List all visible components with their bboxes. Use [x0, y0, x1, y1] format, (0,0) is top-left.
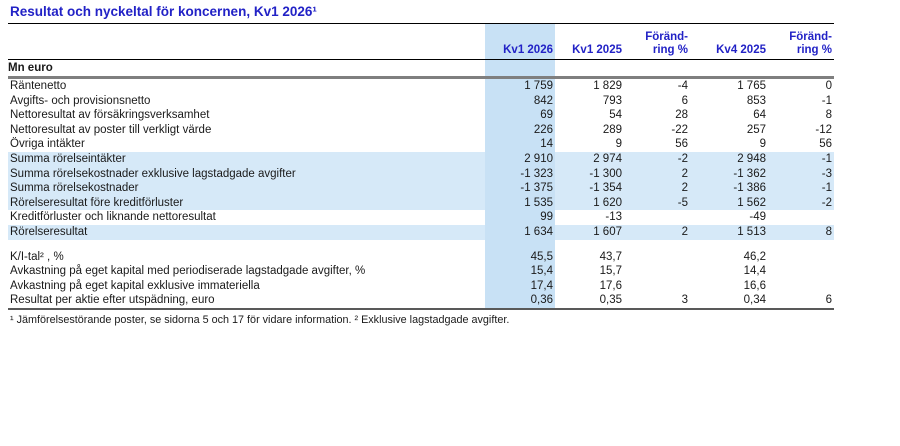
table-row	[8, 293, 834, 309]
label-column-header	[8, 24, 485, 60]
value-cell-kv4-2025: -1 386	[690, 181, 768, 196]
table-row	[8, 196, 834, 211]
value-cell-kv1-2026: 0,36	[485, 293, 555, 309]
value-cell-forandring-1: -22	[671, 123, 688, 136]
value-cell-kv1-2026: 1 759	[485, 78, 555, 94]
value-cell-kv1-2026: 69	[485, 108, 555, 123]
section-gap	[8, 240, 834, 250]
value-cell-kv4-2025: 0,34	[743, 294, 766, 307]
value-cell-forandring-1: 56	[675, 138, 688, 151]
row-label: Rörelseresultat	[8, 225, 485, 240]
value-cell-forandring-1	[624, 210, 690, 225]
column-header-top: Föränd-	[645, 31, 688, 43]
value-cell-kv1-2025: 793	[602, 94, 622, 107]
row-label: Kreditförluster och liknande nettoresultat	[10, 211, 216, 224]
value-cell-kv1-2025: 17,6	[599, 279, 622, 292]
column-header-bottom: Kv4 2025	[716, 44, 766, 56]
table-row	[8, 94, 834, 109]
value-cell-kv1-2026: -1 375	[485, 181, 555, 196]
column-header-top: Föränd-	[789, 31, 832, 43]
value-cell-kv4-2025: 1 765	[737, 80, 766, 92]
value-cell-forandring-2: 6	[825, 294, 832, 307]
value-cell-kv1-2025: 0,35	[599, 294, 622, 307]
row-label: Avkastning på eget kapital med periodiserade lagstadgade avgifter, %	[10, 265, 366, 278]
results-report	[8, 4, 834, 327]
unit-row-cell	[690, 60, 768, 78]
results-table	[8, 23, 834, 310]
value-cell-kv4-2025: -1 362	[690, 167, 768, 182]
value-cell-kv1-2026: 842	[485, 94, 555, 109]
row-label: Nettoresultat av försäkringsverksamhet	[10, 109, 210, 122]
value-cell-kv4-2025: -49	[749, 211, 766, 224]
gap-row	[8, 240, 834, 250]
unit-label: Mn euro	[8, 60, 485, 78]
table-row	[8, 152, 834, 167]
value-cell-forandring-2	[768, 279, 834, 294]
value-cell-forandring-1: -2	[624, 152, 690, 167]
value-cell-forandring-2	[768, 210, 834, 225]
value-cell-kv1-2025: -1 354	[555, 181, 624, 196]
value-cell-forandring-2: -1	[768, 181, 834, 196]
value-cell-forandring-1: 2	[624, 167, 690, 182]
value-cell-forandring-1	[624, 250, 690, 265]
value-cell-kv1-2026: 14	[485, 137, 555, 152]
value-cell-kv1-2025: 9	[615, 138, 622, 151]
column-header-row	[8, 24, 834, 60]
gap-cell	[485, 240, 555, 250]
page-title: Resultat och nyckeltal för koncernen, Kv1 2026¹	[10, 4, 317, 19]
value-cell-forandring-2: -1	[768, 152, 834, 167]
column-header-top	[690, 31, 766, 44]
value-cell-kv1-2025: 15,7	[599, 265, 622, 278]
value-cell-forandring-2	[768, 250, 834, 265]
table-row	[8, 78, 834, 94]
value-cell-forandring-2: 0	[825, 80, 832, 92]
row-label: Summa rörelsekostnader	[8, 181, 485, 196]
table-row	[8, 181, 834, 196]
column-header-kv4-2025	[690, 24, 768, 60]
row-label: Rörelseresultat före kreditförluster	[8, 196, 485, 211]
value-cell-kv1-2025: 54	[609, 109, 622, 122]
row-label: Resultat per aktie efter utspädning, euro	[10, 294, 215, 307]
value-cell-forandring-1	[624, 279, 690, 294]
table-row	[8, 210, 834, 225]
value-cell-forandring-1	[624, 264, 690, 279]
value-cell-kv1-2025: -13	[605, 211, 622, 224]
row-label: Avkastning på eget kapital exklusive immateriella	[10, 279, 260, 292]
column-header-forandring-2	[768, 24, 834, 60]
value-cell-kv1-2025: 1 829	[593, 80, 622, 92]
value-cell-kv1-2026: 99	[485, 210, 555, 225]
value-cell-forandring-1: 2	[624, 225, 690, 240]
gap-cell	[768, 240, 834, 250]
value-cell-forandring-2: -3	[768, 167, 834, 182]
value-cell-kv4-2025: 14,4	[743, 265, 766, 278]
value-cell-forandring-1: -4	[677, 80, 688, 92]
value-cell-forandring-2: 8	[825, 109, 832, 122]
value-cell-forandring-2: 8	[768, 225, 834, 240]
value-cell-kv4-2025: 16,6	[743, 279, 766, 292]
column-header-forandring-1	[624, 24, 690, 60]
value-cell-kv4-2025: 257	[746, 123, 766, 136]
value-cell-kv4-2025: 853	[746, 94, 766, 107]
table-row	[8, 167, 834, 182]
value-cell-kv4-2025: 9	[759, 138, 766, 151]
value-cell-forandring-1: 6	[681, 94, 688, 107]
footnote: ¹ Jämförelsestörande poster, se sidorna 5 och 17 för vidare information. ² Exklusive lagstadgade avgifter.	[10, 313, 510, 326]
value-cell-kv1-2026: 2 910	[485, 152, 555, 167]
column-header-bottom: ring %	[796, 44, 832, 56]
column-header-bottom: Kv1 2025	[572, 44, 622, 56]
row-label: Summa rörelseintäkter	[8, 152, 485, 167]
value-cell-kv4-2025: 1 562	[690, 196, 768, 211]
income-statement-section	[8, 78, 834, 240]
value-cell-kv1-2025: 43,7	[599, 250, 622, 263]
value-cell-kv1-2026: 1 535	[485, 196, 555, 211]
value-cell-forandring-2: -12	[815, 123, 832, 136]
table-row	[8, 108, 834, 123]
table-row	[8, 137, 834, 152]
column-header-bottom: Kv1 2026	[503, 44, 553, 56]
value-cell-kv1-2025: 2 974	[555, 152, 624, 167]
row-label: Övriga intäkter	[10, 138, 85, 151]
table-row	[8, 123, 834, 138]
value-cell-kv1-2025: 1 620	[555, 196, 624, 211]
column-header-kv1-2026	[485, 24, 555, 60]
value-cell-kv1-2026: -1 323	[485, 167, 555, 182]
key-figures-section	[8, 250, 834, 309]
value-cell-kv4-2025: 46,2	[743, 250, 766, 263]
gap-cell	[690, 240, 768, 250]
row-label: K/I-tal² , %	[10, 250, 64, 263]
value-cell-kv1-2025: 1 607	[555, 225, 624, 240]
unit-row-cell	[768, 60, 834, 78]
value-cell-kv1-2025: 289	[602, 123, 622, 136]
row-label: Summa rörelsekostnader exklusive lagstadgade avgifter	[8, 167, 485, 182]
value-cell-forandring-1: 2	[624, 181, 690, 196]
value-cell-forandring-1: 3	[681, 294, 688, 307]
gap-cell	[555, 240, 624, 250]
column-header-top	[555, 31, 622, 44]
value-cell-kv4-2025: 1 513	[690, 225, 768, 240]
value-cell-kv4-2025: 2 948	[690, 152, 768, 167]
value-cell-forandring-2	[768, 264, 834, 279]
value-cell-kv1-2026: 226	[485, 123, 555, 138]
column-header-bottom: ring %	[652, 44, 688, 56]
value-cell-kv1-2026: 45,5	[485, 250, 555, 265]
value-cell-forandring-1: -5	[624, 196, 690, 211]
row-label: Nettoresultat av poster till verkligt värde	[10, 123, 212, 136]
unit-row	[8, 60, 834, 78]
unit-row-cell	[485, 60, 555, 78]
value-cell-forandring-2: -2	[768, 196, 834, 211]
value-cell-kv1-2026: 1 634	[485, 225, 555, 240]
table-row	[8, 264, 834, 279]
gap-cell	[8, 240, 485, 250]
row-label: Räntenetto	[10, 80, 67, 92]
value-cell-kv1-2025: -1 300	[555, 167, 624, 182]
table-row	[8, 279, 834, 294]
unit-row-cell	[555, 60, 624, 78]
value-cell-kv4-2025: 64	[753, 109, 766, 122]
value-cell-forandring-2: -1	[821, 94, 832, 107]
column-header-top	[485, 31, 553, 44]
row-label: Avgifts- och provisionsnetto	[10, 94, 151, 107]
value-cell-kv1-2026: 17,4	[485, 279, 555, 294]
table-row	[8, 225, 834, 240]
value-cell-forandring-1: 28	[675, 109, 688, 122]
table-row	[8, 250, 834, 265]
gap-cell	[624, 240, 690, 250]
value-cell-forandring-2: 56	[819, 138, 832, 151]
unit-row-cell	[624, 60, 690, 78]
value-cell-kv1-2026: 15,4	[485, 264, 555, 279]
column-header-kv1-2025	[555, 24, 624, 60]
